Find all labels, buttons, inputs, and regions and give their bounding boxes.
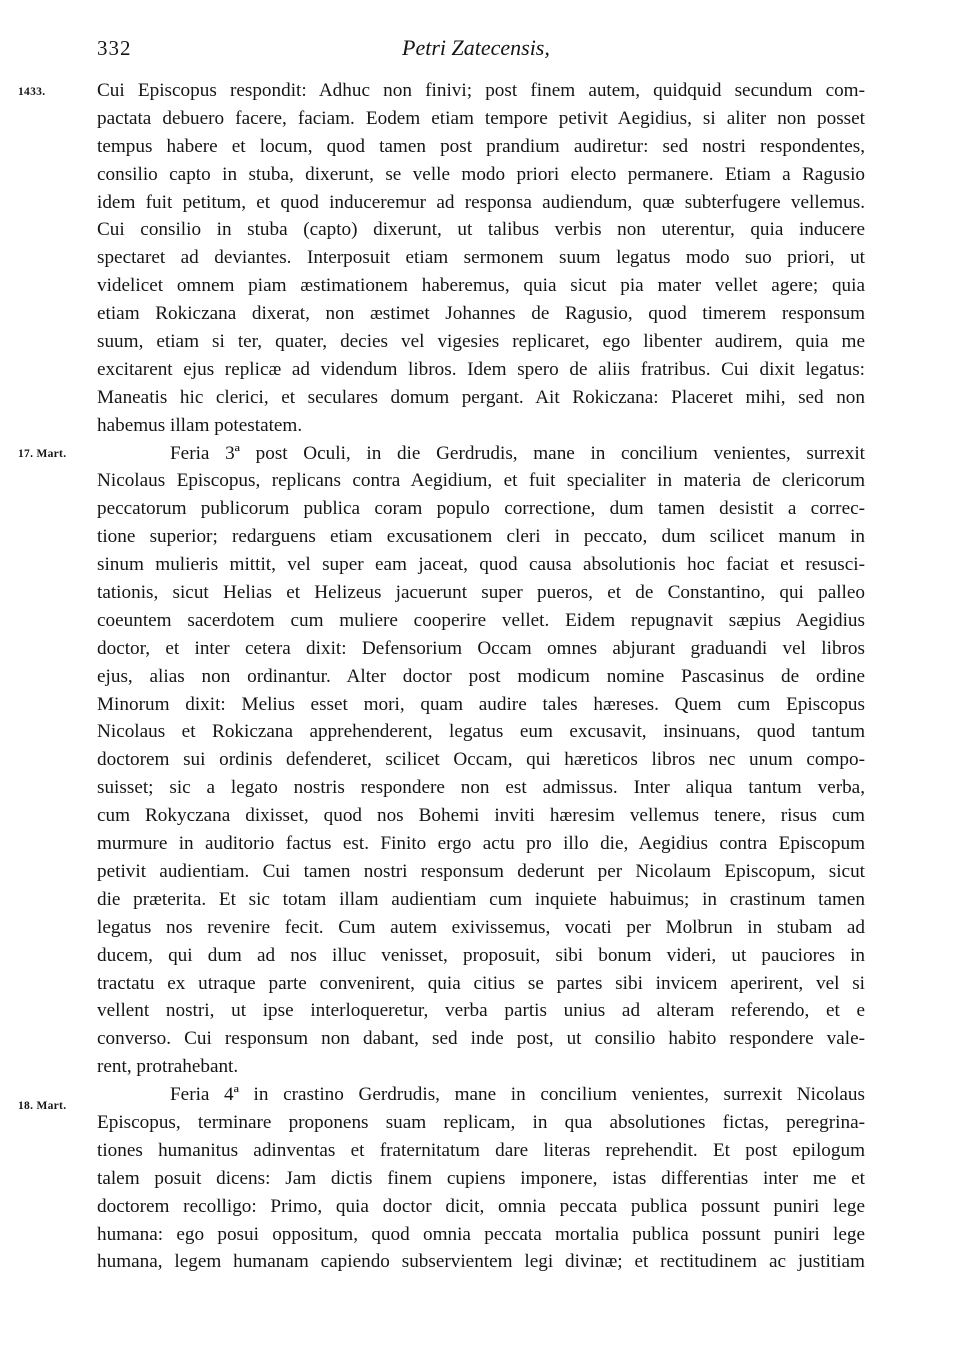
text-line: doctorem sui ordinis defenderet, scilicet Occam, qui hæreticos libros nec unum compo-: [97, 749, 865, 771]
text-line: excitarent ejus replicæ ad videndum libros. Idem spero de aliis fratribus. Cui dixit legatus:: [97, 358, 865, 380]
text-line: humana, legem humanam capiendo subservientem legi divinæ; et rectitudinem ac justitiam: [97, 1251, 865, 1273]
text-line: tationis, sicut Helias et Helizeus jacuerunt super pueros, et de Constantino, qui palleo: [97, 582, 865, 604]
text-line: doctor, et inter cetera dixit: Defensorium Occam omnes abjurant graduandi vel libros: [97, 637, 865, 659]
paragraph-start-line: Feria 4ª in crastino Gerdrudis, mane in concilium venientes, surrexit Nicolaus: [170, 1084, 865, 1106]
text-line: spectaret ad deviantes. Interposuit etiam sermonem suum legatus modo suo priori, ut: [97, 247, 865, 269]
margin-note-year: 1433.: [18, 86, 46, 98]
text-line: doctorem recolligo: Primo, quia doctor dicit, omnia peccata publica possunt puniri lege: [97, 1195, 865, 1217]
text-line: Nicolaus et Rokiczana apprehenderent, legatus eum excusavit, insinuans, quod tantum: [97, 721, 865, 743]
text-line: videlicet omnem piam æstimationem haberemus, quia sicut pia mater vellet agere; quia: [97, 275, 865, 297]
text-line: tione superior; redarguens etiam excusationem cleri in peccato, dum scilicet manum in: [97, 526, 865, 548]
text-line: tiones humanitus adinventas et fraternitatum dare literas reprehendit. Et post epilogum: [97, 1139, 865, 1161]
text-line: idem fuit petitum, et quod induceremur ad responsa audiendum, quæ subterfugere vellemus.: [97, 191, 865, 213]
body-text: [97, 77, 865, 1276]
text-line: habemus illam potestatem.: [97, 414, 303, 436]
text-line: Episcopus, terminare proponens suam replicam, in qua absolutiones fictas, peregrina-: [97, 1111, 865, 1133]
text-line: vellent nostri, ut ipse interloqueretur, verba partis unius ad alteram referendo, et e: [97, 1000, 865, 1022]
text-line: die præterita. Et sic totam illam audientiam cum inquiete habuimus; in crastinum tamen: [97, 888, 865, 910]
text-line: cum Rokyczana dixisset, quod nos Bohemi inviti hæresim vellemus tenere, risus cum: [97, 805, 865, 827]
text-line: suum, etiam si ter, quater, decies vel vigesies replicaret, ego libenter audirem, quia me: [97, 331, 865, 353]
text-line: Nicolaus Episcopus, replicans contra Aegidium, et fuit specialiter in materia de clericorum: [97, 470, 865, 492]
margin-note-date: 17. Mart.: [18, 448, 67, 460]
text-line: etiam Rokiczana dixerat, non æstimet Johannes de Ragusio, quod timerem responsum: [97, 303, 865, 325]
text-line: petivit audientiam. Cui tamen nostri responsum dederunt per Nicolaum Episcopum, sicut: [97, 860, 865, 882]
text-line: Cui consilio in stuba (capto) dixerunt, ut talibus verbis non uterentur, quia inducere: [97, 219, 865, 241]
text-line: legatus nos revenire fecit. Cum autem exivissemus, vocati per Molbrun in stubam ad: [97, 916, 865, 938]
text-line: ejus, alias non ordinantur. Alter doctor post modicum nomine Pascasinus de ordine: [97, 665, 865, 687]
margin-note-date: 18. Mart.: [18, 1100, 67, 1112]
text-line: Minorum dixit: Melius esset mori, quam audire tales hæreses. Quem cum Episcopus: [97, 693, 865, 715]
text-line: coeuntem sacerdotem cum muliere cooperire vellet. Eidem repugnavit sæpius Aegidius: [97, 609, 865, 631]
text-line: Cui Episcopus respondit: Adhuc non finivi; post finem autem, quidquid secundum com-: [97, 80, 865, 101]
text-line: consilio capto in stuba, dixerunt, se velle modo priori electo permanere. Etiam a Ragusio: [97, 163, 865, 185]
text-line: ducem, qui dum ad nos illuc venisset, proposuit, sibi bonum videri, ut pauciores in: [97, 944, 865, 966]
text-line: suisset; sic a legato nostris respondere non est admissus. Inter aliqua tantum verba,: [97, 777, 865, 799]
text-line: tempus habere et locum, quod tamen post prandium audiretur: sed nostri respondentes,: [97, 135, 865, 157]
text-line: sinum mulieris mittit, vel super eam jaceat, quod causa absolutionis hoc faciat et resusci-: [97, 554, 865, 576]
page-header: [0, 30, 960, 70]
text-line: pactata debuero facere, faciam. Eodem etiam tempore petivit Aegidius, si aliter non posset: [97, 107, 865, 129]
paragraph-start-line: Feria 3ª post Oculi, in die Gerdrudis, mane in concilium venientes, surrexit: [170, 442, 865, 464]
text-line: murmure in auditorio factus est. Finito ergo actu pro illo die, Aegidius contra Episcopum: [97, 833, 865, 855]
text-line: rent, protrahebant.: [97, 1056, 239, 1078]
text-line: Maneatis hic clerici, et seculares domum pergant. Ait Rokiczana: Placeret mihi, sed non: [97, 386, 865, 408]
text-line: humana: ego posui oppositum, quod omnia peccata mortalia publica possunt puniri lege: [97, 1223, 865, 1245]
text-line: tractatu ex utraque parte convenirent, quia citius se partes sibi invicem aperirent, vel si: [97, 972, 865, 994]
text-line: converso. Cui responsum non dabant, sed inde post, ut consilio habito respondere vale-: [97, 1028, 865, 1050]
text-line: peccatorum publicorum publica coram populo correctione, dum tamen desistit a correc-: [97, 498, 865, 520]
running-title: Petri Zatecensis,: [402, 35, 550, 60]
text-line: talem posuit dicens: Jam dictis finem cupiens imponere, istas differentias inter me et: [97, 1167, 865, 1189]
page-number: 332: [97, 36, 132, 60]
